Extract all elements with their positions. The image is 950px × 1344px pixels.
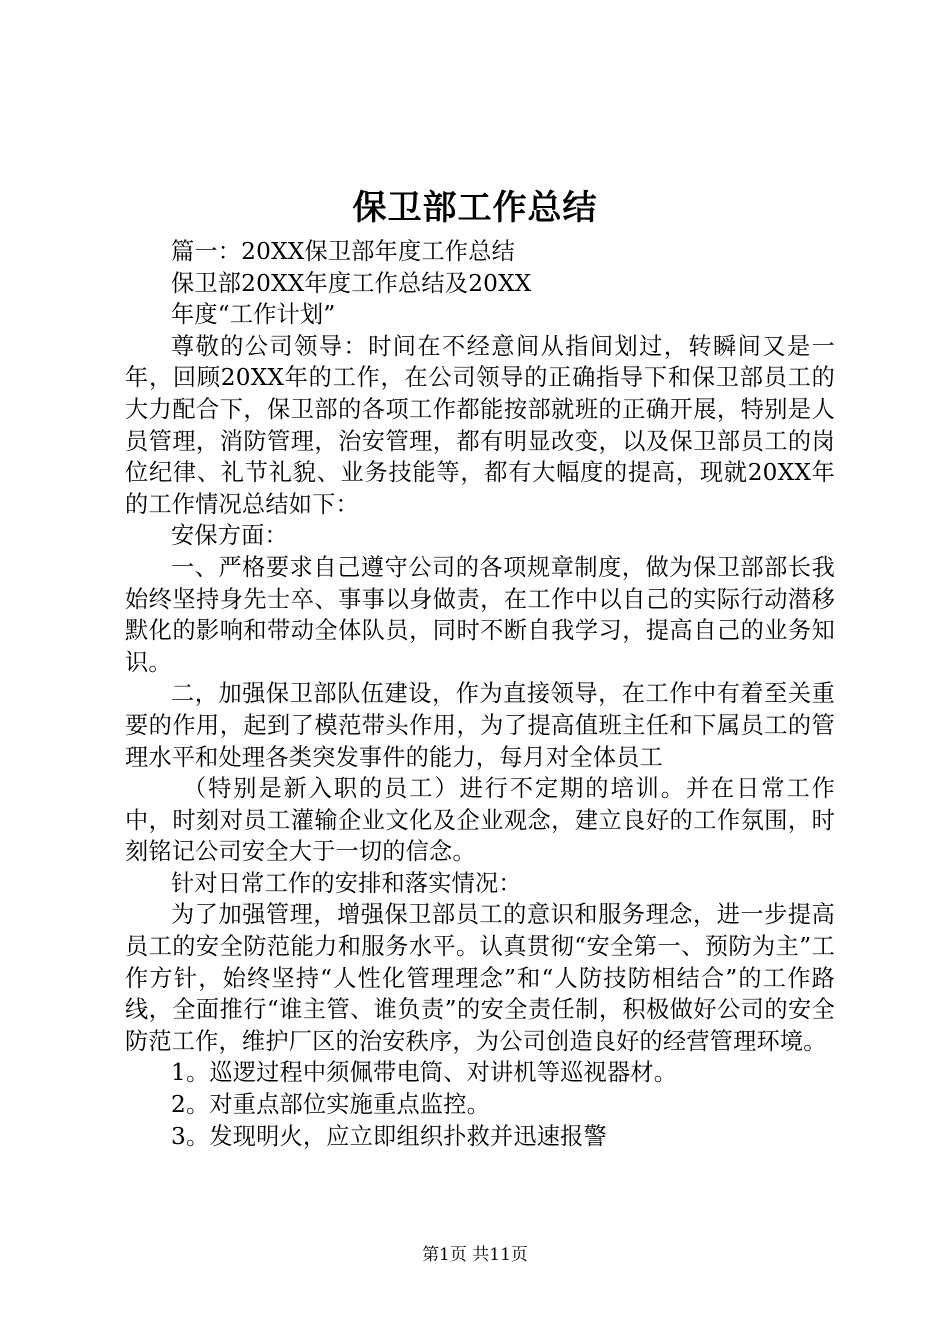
paragraph-management: 为了加强管理，增强保卫部员工的意识和服务理念，进一步提高员工的安全防范能力和服务水平。认真贯彻“安全第一、预防为主”工作方针，始终坚持“人性化管理理念”和“人防技防相结合”的工作路线，全面推行“谁主管、谁负责”的安全责任制，积极做好公司的安全防范工作，维护厂区的治安秩序，为公司创造良好的经营管理环境。 (125, 901, 835, 1055)
list-item-patrol: 1。巡逻过程中须佩带电筒、对讲机等巡视器材。 (171, 1059, 678, 1087)
paragraph-greeting: 尊敬的公司领导：时间在不经意间从指间划过，转瞬间又是一年，回顾20XX年的工作，在公司领导的正确指导下和保卫部员工的大力配合下，保卫部的各项工作都能按部就班的正确开展，特别是人员管理，消防管理，治安管理，都有明显改变，以及保卫部员工的岗位纪律、礼节礼貌、业务技能等，都有大幅度的提高，现就20XX年的工作情况总结如下： (125, 332, 835, 518)
paragraph-training: （特别是新入职的员工）进行不定期的培训。并在日常工作中，时刻对员工灌输企业文化及企业观念，建立良好的工作氛围，时刻铭记公司安全大于一切的信念。 (125, 775, 835, 866)
paragraph-section-heading: 篇一：20XX保卫部年度工作总结 (171, 238, 515, 265)
paragraph-security-heading: 安保方面： (171, 522, 288, 550)
paragraph-daily-heading: 针对日常工作的安排和落实情况： (171, 869, 522, 897)
list-item-monitoring: 2。对重点部位实施重点监控。 (171, 1091, 490, 1119)
paragraph-subtitle-line1: 保卫部20XX年度工作总结及20XX (171, 269, 532, 297)
paragraph-item-two: 二，加强保卫部队伍建设，作为直接领导，在工作中有着至关重要的作用，起到了模范带头作用，为了提高值班主任和下属员工的管理水平和处理各类突发事件的能力，每月对全体员工 (125, 680, 835, 771)
document-title: 保卫部工作总结 (352, 188, 598, 228)
page-number-footer: 第1页 共11页 (422, 1245, 528, 1265)
list-item-fire: 3。发现明火，应立即组织扑救并迅速报警 (171, 1122, 607, 1150)
paragraph-subtitle-line2: 年度“工作计划” (171, 301, 336, 329)
paragraph-item-one: 一、严格要求自己遵守公司的各项规章制度，做为保卫部部长我始终坚持身先士卒、事事以身做责，在工作中以自己的实际行动潜移默化的影响和带动全体队员，同时不断自我学习，提高自己的业务知识。 (125, 553, 835, 676)
document-body (125, 236, 835, 1152)
